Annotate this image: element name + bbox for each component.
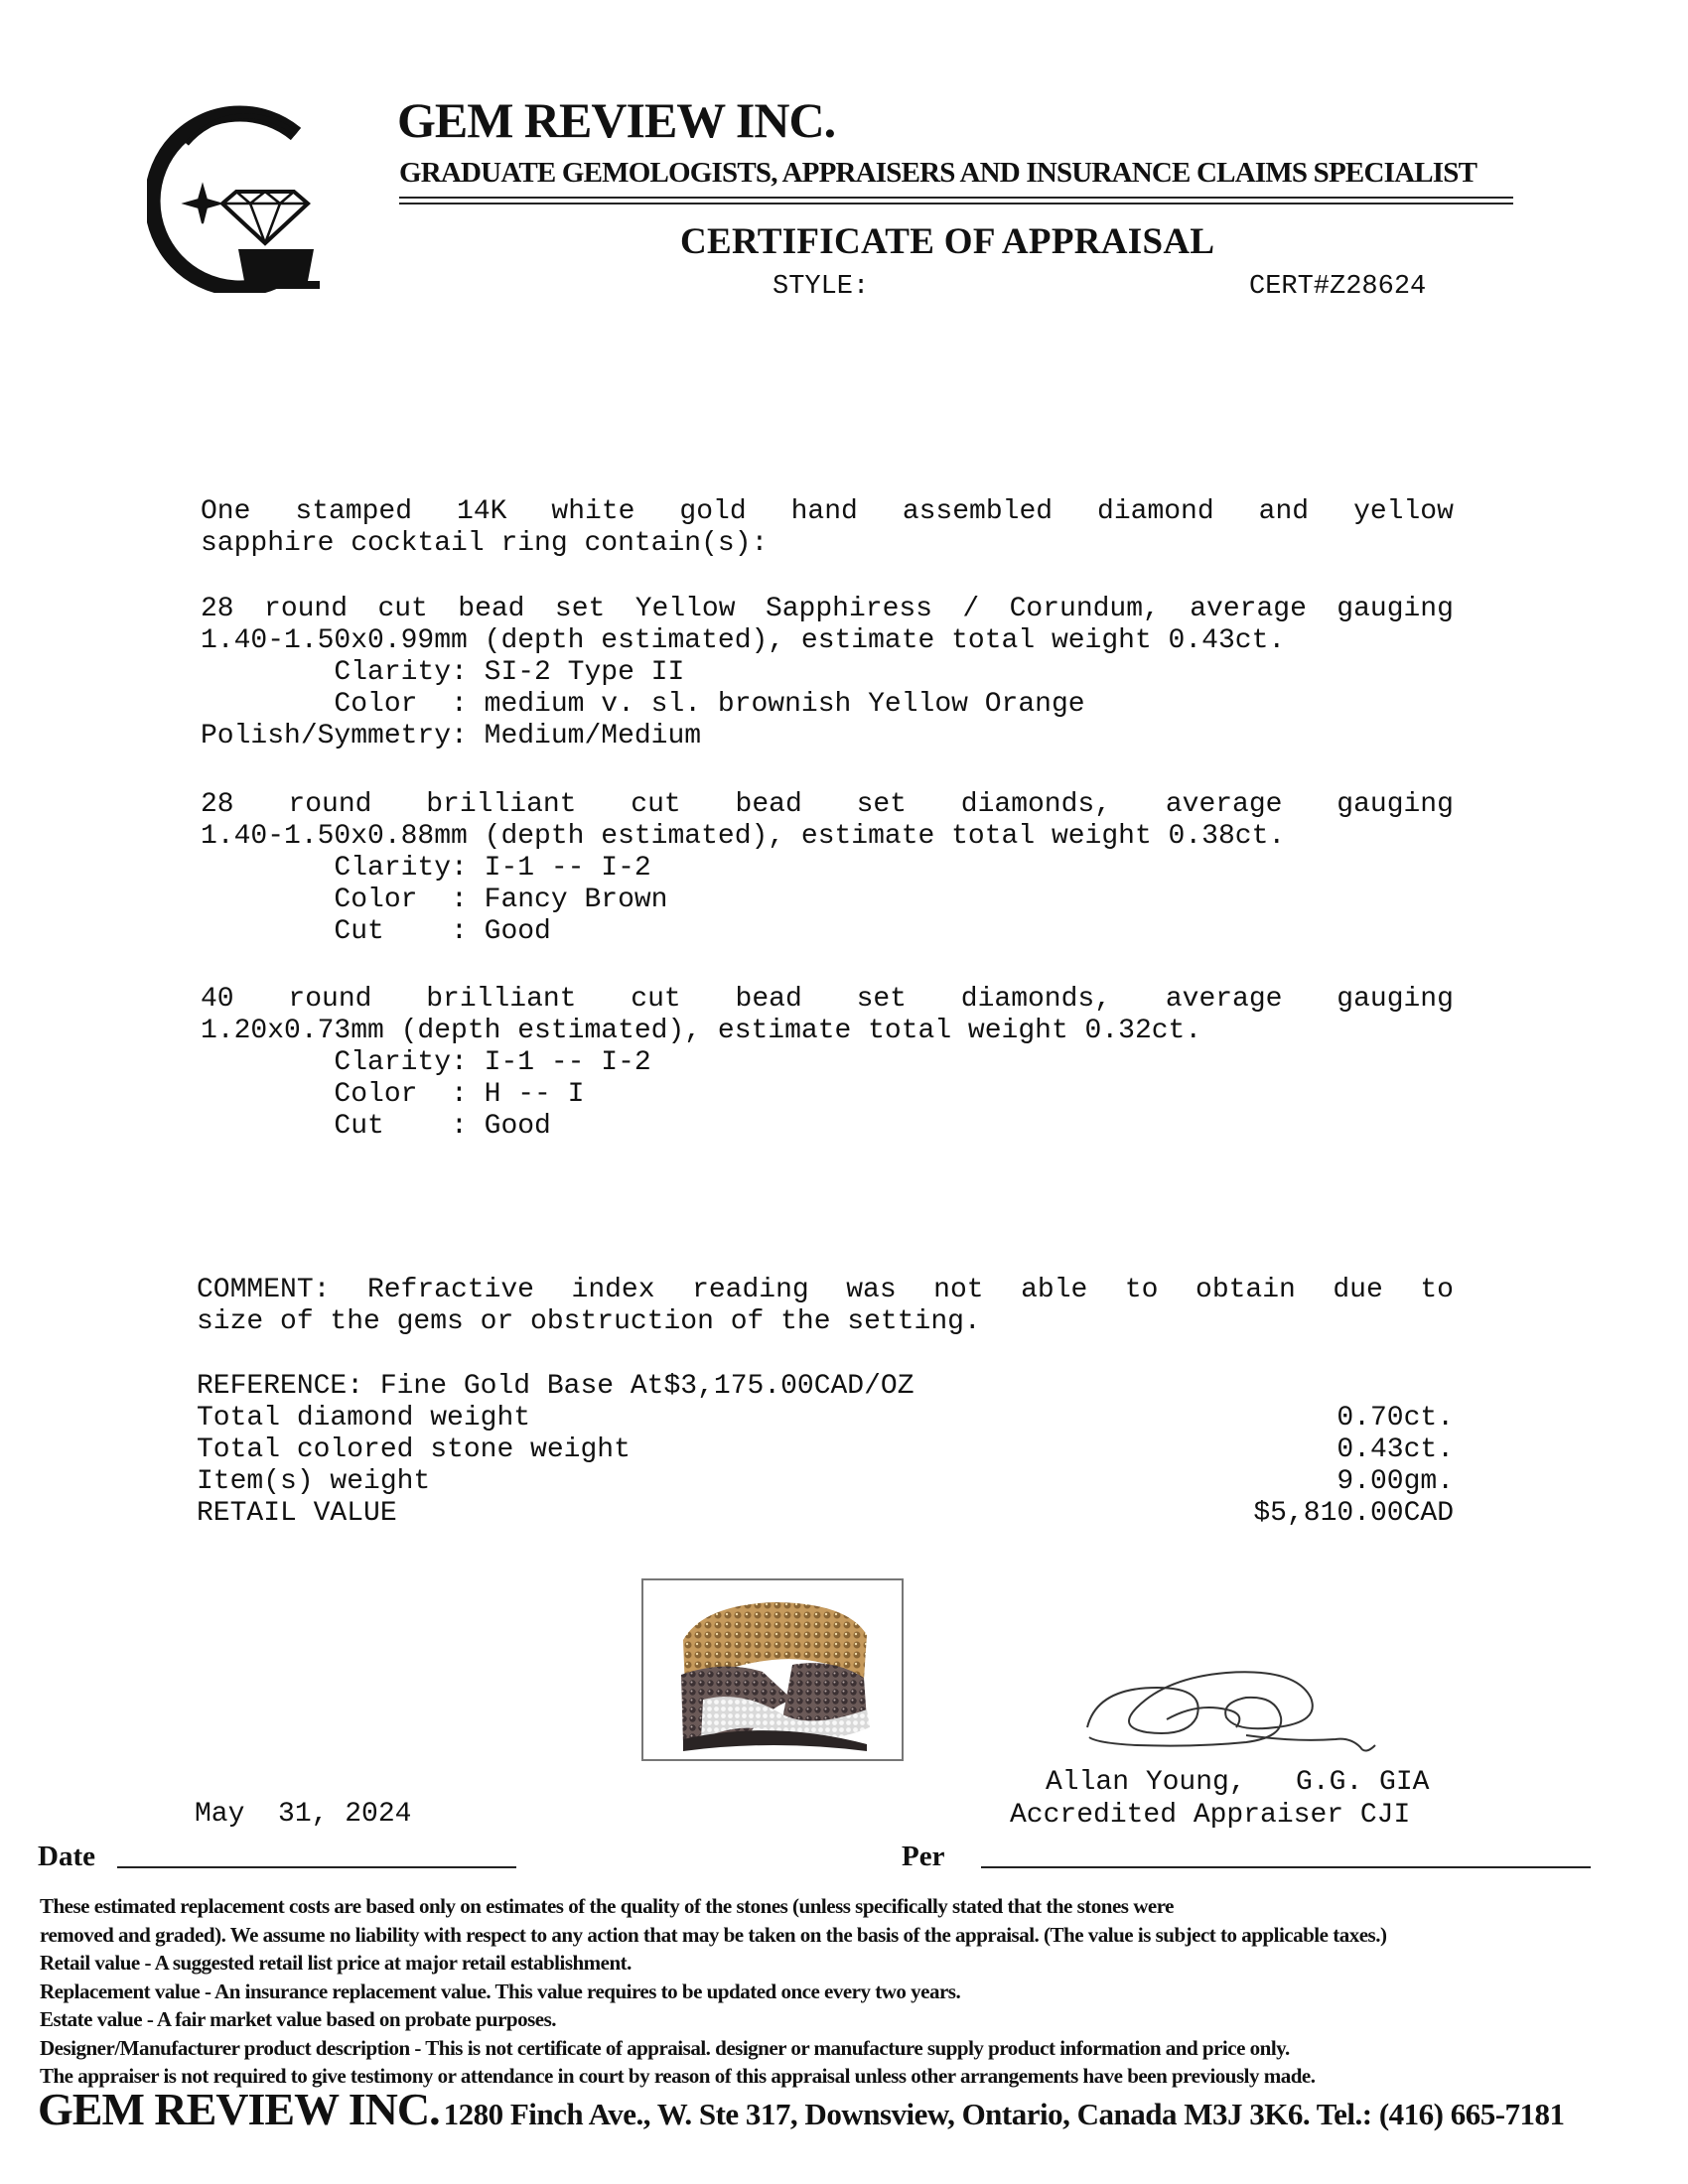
certificate-number: CERT#Z28624 (1249, 272, 1427, 302)
justified-line (201, 789, 1454, 821)
word: 14K (457, 496, 507, 527)
word: to (1420, 1275, 1454, 1305)
per-signature-line (981, 1866, 1591, 1868)
word: gauging (1336, 984, 1454, 1015)
reference-section (197, 1371, 1454, 1530)
reference-line: REFERENCE: Fine Gold Base At$3,175.00CAD/OZ (197, 1371, 914, 1402)
stone-dimensions: 1.40-1.50x0.88mm (depth estimated), estimate total weight 0.38ct. (201, 821, 1286, 852)
word: brilliant (426, 984, 577, 1015)
word: index (571, 1275, 655, 1305)
word: obtain (1196, 1275, 1296, 1305)
word: due (1333, 1275, 1383, 1305)
word: cut (631, 984, 681, 1015)
word: 40 (201, 984, 234, 1015)
justified-line (197, 1275, 1454, 1306)
stone-group (201, 984, 1454, 1143)
word: bead (458, 594, 525, 624)
word: cut (377, 594, 428, 624)
stone-detail: Color : medium v. sl. brownish Yellow Orange (201, 689, 1085, 720)
retail-value-label: RETAIL VALUE (197, 1498, 397, 1529)
justified-line (201, 984, 1454, 1016)
per-label: Per (902, 1841, 945, 1872)
word: reading (692, 1275, 809, 1305)
word: bead (735, 789, 802, 820)
word: stamped (295, 496, 413, 527)
comment-line: size of the gems or obstruction of the setting. (197, 1306, 981, 1337)
date-label: Date (38, 1841, 95, 1872)
signature-icon (1077, 1648, 1395, 1767)
word: to (1124, 1275, 1159, 1305)
justified-line (201, 594, 1454, 625)
word: yellow (1353, 496, 1454, 527)
word: brilliant (426, 789, 577, 820)
word: assembled (902, 496, 1054, 527)
footer-company-name: GEM REVIEW INC. (38, 2084, 440, 2134)
certificate-title: CERTIFICATE OF APPRAISAL (680, 221, 1215, 262)
footer (38, 2083, 1565, 2135)
header-divider (399, 197, 1513, 199)
disclaimer-line: The appraiser is not required to give testimony or attendance in court by reason of this appraisal unless other arrangements have been previously made. (40, 2064, 1316, 2088)
totals-row (197, 1403, 1454, 1434)
word: average (1190, 594, 1307, 624)
retail-value: $5,810.00CAD (1253, 1498, 1454, 1529)
item-description (201, 496, 1454, 560)
totals-value: 9.00gm. (1336, 1466, 1454, 1497)
stone-detail: Color : H -- I (201, 1079, 585, 1110)
comment-section (197, 1275, 1454, 1338)
retail-value-row (197, 1498, 1454, 1530)
stone-dimensions: 1.40-1.50x0.99mm (depth estimated), estimate total weight 0.43ct. (201, 625, 1286, 656)
totals-value: 0.70ct. (1336, 1403, 1454, 1433)
header-divider (399, 203, 1513, 205)
word: Corundum, (1009, 594, 1160, 624)
word: 28 (201, 789, 234, 820)
company-tagline: GRADUATE GEMOLOGISTS, APPRAISERS AND INSURANCE CLAIMS SPECIALIST (399, 157, 1477, 189)
word: cut (631, 789, 681, 820)
word: round (288, 789, 372, 820)
word: and (1258, 496, 1310, 527)
appraiser-credentials: Accredited Appraiser CJI (1010, 1800, 1411, 1831)
totals-row (197, 1434, 1454, 1466)
word: / (962, 594, 980, 624)
disclaimer-line: These estimated replacement costs are based only on estimates of the quality of the stones (unless specifically stated that the stones were (40, 1894, 1174, 1918)
word: set (554, 594, 606, 624)
word: able (1021, 1275, 1088, 1305)
stone-group (201, 789, 1454, 948)
word: bead (735, 984, 802, 1015)
word: One (201, 496, 251, 527)
word: was (846, 1275, 897, 1305)
word: round (264, 594, 349, 624)
disclaimer-line: Replacement value - An insurance replacement value. This value requires to be updated once every two years. (40, 1979, 961, 2003)
word: diamonds, (960, 789, 1112, 820)
word: hand (790, 496, 858, 527)
stone-group (201, 594, 1454, 752)
ring-photo (641, 1578, 904, 1761)
justified-line (201, 496, 1454, 528)
word: gauging (1336, 594, 1454, 624)
company-logo-icon (147, 104, 336, 293)
totals-label: Total colored stone weight (197, 1434, 631, 1465)
word: Yellow (634, 594, 736, 624)
totals-label: Total diamond weight (197, 1403, 531, 1433)
disclaimer-line: Estate value - A fair market value based on probate purposes. (40, 2007, 556, 2031)
word: Sapphiress (765, 594, 932, 624)
footer-address: 1280 Finch Ave., W. Ste 317, Downsview, Ontario, Canada M3J 3K6. Tel.: (416) 665-7181 (443, 2097, 1565, 2131)
word: set (856, 984, 907, 1015)
stone-detail: Clarity: SI-2 Type II (201, 657, 685, 688)
stone-detail: Cut : Good (201, 1111, 551, 1142)
date-signature-line (117, 1866, 516, 1868)
word: 28 (201, 594, 234, 624)
word: round (288, 984, 372, 1015)
stone-dimensions: 1.20x0.73mm (depth estimated), estimate total weight 0.32ct. (201, 1016, 1202, 1046)
style-label: STYLE: (773, 272, 870, 302)
description-line: sapphire cocktail ring contain(s): (201, 528, 769, 559)
stone-detail: Cut : Good (201, 916, 551, 947)
appraiser-name: Allan Young, G.G. GIA (1046, 1767, 1430, 1798)
word: set (856, 789, 907, 820)
company-name: GEM REVIEW INC. (397, 92, 836, 148)
word: white (551, 496, 635, 527)
stone-detail: Clarity: I-1 -- I-2 (201, 853, 651, 884)
word: COMMENT: (197, 1275, 331, 1305)
disclaimer-line: Designer/Manufacturer product description - This is not certificate of appraisal. designer or manufacture supply product information and price only. (40, 2035, 1290, 2060)
word: average (1165, 789, 1283, 820)
ring-photo-icon (643, 1580, 902, 1759)
word: diamond (1097, 496, 1214, 527)
totals-row (197, 1466, 1454, 1498)
totals-value: 0.43ct. (1336, 1434, 1454, 1465)
word: not (933, 1275, 984, 1305)
word: diamonds, (960, 984, 1112, 1015)
disclaimer (40, 1892, 1668, 2091)
word: gold (679, 496, 747, 527)
appraisal-date: May 31, 2024 (195, 1799, 412, 1830)
disclaimer-line: Retail value - A suggested retail list price at major retail establishment. (40, 1951, 632, 1975)
stone-detail: Polish/Symmetry: Medium/Medium (201, 721, 702, 751)
totals-label: Item(s) weight (197, 1466, 431, 1497)
word: average (1165, 984, 1283, 1015)
stone-detail: Color : Fancy Brown (201, 885, 668, 915)
word: gauging (1336, 789, 1454, 820)
stone-detail: Clarity: I-1 -- I-2 (201, 1047, 651, 1078)
word: Refractive (366, 1275, 534, 1305)
disclaimer-line: removed and graded). We assume no liability with respect to any action that may be taken on the basis of the appraisal. (The value is subject to applicable taxes.) (40, 1922, 1387, 1947)
